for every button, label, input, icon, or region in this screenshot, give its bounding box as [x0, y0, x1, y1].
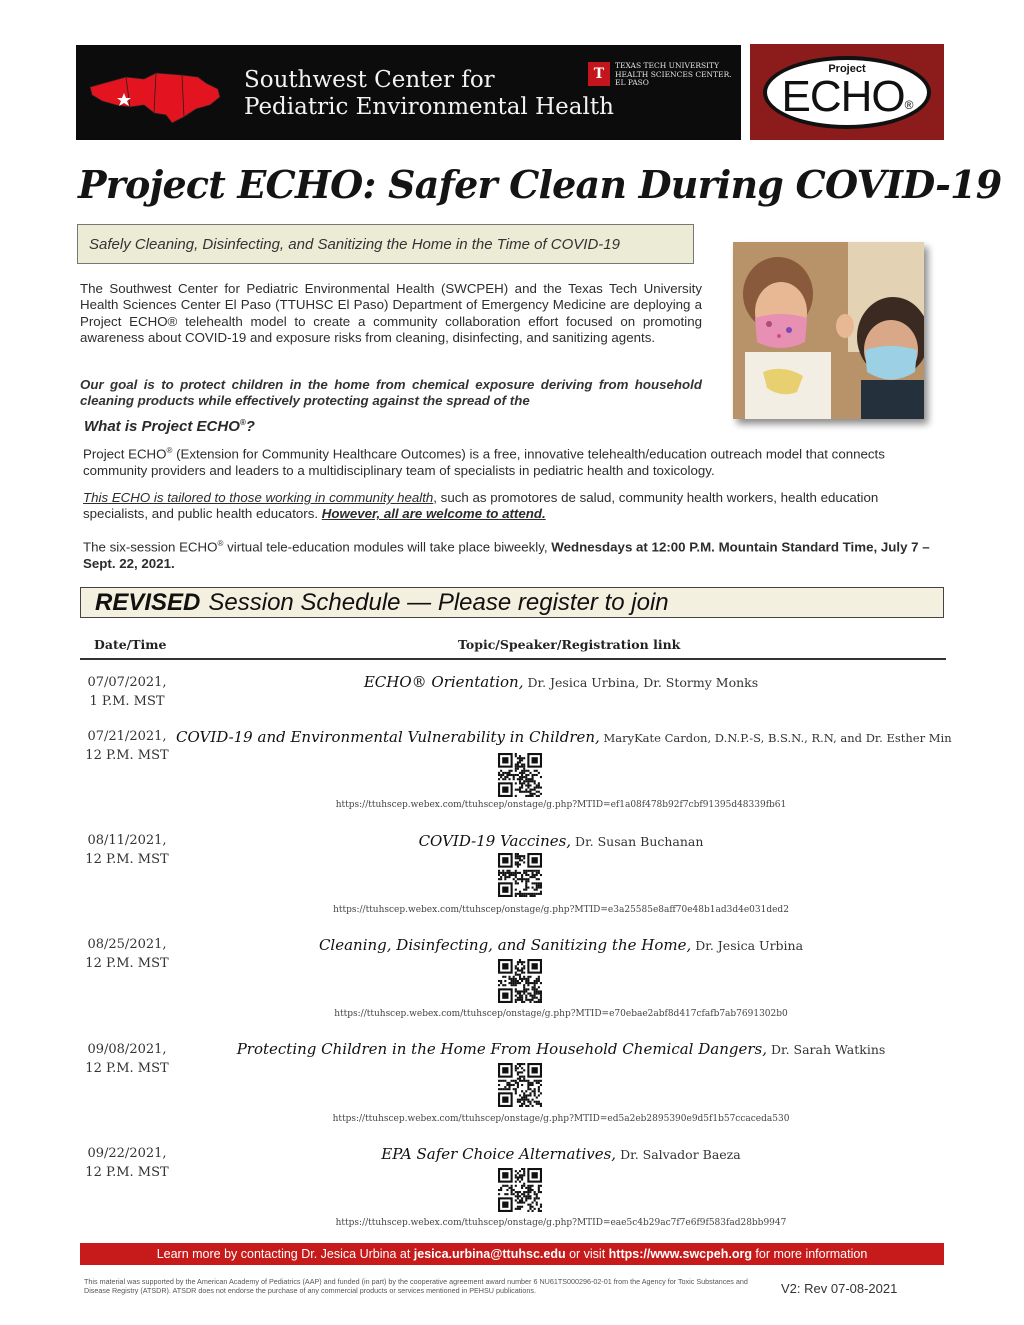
session-date: 07/07/2021, 1 P.M. MST — [87, 675, 167, 709]
session-date: 07/21/2021, 12 P.M. MST — [85, 729, 169, 763]
col-header-date: Date/Time — [94, 637, 167, 652]
echo-registered-mark: ® — [904, 98, 913, 112]
org-name-line2: Pediatric Environmental Health — [244, 94, 614, 120]
session-topic: COVID-19 Vaccines, Dr. Susan Buchanan — [418, 832, 704, 850]
qr-code-icon[interactable] — [498, 1063, 542, 1107]
header-rule — [80, 658, 946, 660]
registration-link[interactable]: https://ttuhscep.webex.com/ttuhscep/onstage/g.php?MTID=e3a25585e8aff70e48b1ad3d4e031ded2 — [333, 905, 789, 915]
what-is-heading: What is Project ECHO®? — [84, 418, 255, 435]
contact-footer: Learn more by contacting Dr. Jesica Urbina at jesica.urbina@ttuhsc.edu or visit https://www.swcpeh.org for more information — [80, 1243, 944, 1265]
schedule-title: Session Schedule — Please register to join — [208, 588, 669, 616]
org-name-line1: Southwest Center for — [244, 67, 495, 93]
photo-illustration — [733, 242, 924, 419]
session-date: 08/11/2021, 12 P.M. MST — [85, 833, 169, 867]
registration-link[interactable]: https://ttuhscep.webex.com/ttuhscep/onstage/g.php?MTID=e70ebae2abf8d417cfafb7ab7691302b0 — [334, 1009, 788, 1019]
version-label: V2: Rev 07-08-2021 — [781, 1281, 898, 1296]
session-topic: COVID-19 and Environmental Vulnerability in Children, MaryKate Cardon, D.N.P.-S, B.S.N., R.N, and Dr. Esther Min — [176, 728, 952, 746]
subtitle: Safely Cleaning, Disinfecting, and Sanitizing the Home in the Time of COVID-19 — [89, 235, 620, 253]
registration-link[interactable]: https://ttuhscep.webex.com/ttuhscep/onstage/g.php?MTID=eae5c4b29ac7f7e6f9f583fad28bb9947 — [335, 1218, 787, 1228]
qr-code-icon[interactable] — [498, 853, 542, 897]
session-topic: Cleaning, Disinfecting, and Sanitizing the Home, Dr. Jesica Urbina — [318, 936, 804, 954]
website-link[interactable]: https://www.swcpeh.org — [608, 1247, 752, 1261]
echo-project-label: Project — [828, 63, 866, 75]
registration-link[interactable]: https://ttuhscep.webex.com/ttuhscep/onstage/g.php?MTID=ed5a2eb2895390e9d5f1b57ccaceda530 — [332, 1114, 790, 1124]
audience-paragraph: This ECHO is tailored to those working in community health, such as promotores de salud, community health workers, health education specialists, and public health educators. However, all are welcome to attend. — [83, 490, 879, 522]
col-header-topic: Topic/Speaker/Registration link — [458, 637, 681, 652]
funding-disclaimer: This material was supported by the American Academy of Pediatrics (AAP) and funded (in part) by the cooperative agreement award number 6 NU61TS000296-02-01 from the Agency for Toxic Substances and Disease Registry (ATSDR). ATSDR does not endorse the purchase of any commercial products or services mentioned in PEHSU publications. — [84, 1277, 748, 1295]
session-date: 09/08/2021, 12 P.M. MST — [85, 1042, 169, 1076]
registration-link[interactable]: https://ttuhscep.webex.com/ttuhscep/onstage/g.php?MTID=ef1a08f478b92f7cbf91395d48339fb61 — [335, 800, 787, 810]
intro-paragraph: The Southwest Center for Pediatric Environmental Health (SWCPEH) and the Texas Tech University Health Sciences Center El Paso (TTUHSC El Paso) Department of Emergency Medicine are deploying a Project ECHO® telehealth model to create a community collaboration effort focused on promoting awareness about COVID-19 and exposure risks from cleaning, disinfecting, and sanitizing agents. — [80, 281, 702, 345]
session-date: 08/25/2021, 12 P.M. MST — [85, 937, 169, 971]
schedule-info-paragraph: The six-session ECHO® virtual tele-education modules will take place biweekly, Wednesdays at 12:00 P.M. Mountain Standard Time, July 7 – Sept. 22, 2021. — [83, 539, 930, 571]
schedule-heading — [80, 587, 944, 618]
page-title: Project ECHO: Safer Clean During COVID-19 — [78, 162, 1002, 207]
goal-paragraph: Our goal is to protect children in the home from chemical exposure deriving from household cleaning products while effectively protecting against the spread of the — [80, 377, 702, 409]
project-echo-logo — [750, 44, 944, 140]
ttu-logo — [588, 62, 738, 90]
qr-code-icon[interactable] — [498, 1168, 542, 1212]
session-topic: EPA Safer Choice Alternatives, Dr. Salvador Baeza — [381, 1145, 741, 1163]
qr-code-icon[interactable] — [498, 753, 542, 797]
echo-oval — [763, 56, 931, 129]
southwest-states-map-icon — [86, 65, 226, 125]
what-is-paragraph: Project ECHO® (Extension for Community Healthcare Outcomes) is a free, innovative telehealth/education outreach model that connects community providers and leaders to a multidisciplinary team of specialists in pediatric health and toxicology. — [83, 446, 885, 478]
echo-word: ECHO — [781, 72, 905, 121]
revised-label: REVISED — [95, 588, 201, 616]
echo-wordmark — [767, 74, 927, 120]
ttu-seal-icon: T — [588, 62, 610, 86]
contact-email-link[interactable]: jesica.urbina@ttuhsc.edu — [413, 1247, 566, 1261]
session-topic: Protecting Children in the Home From Household Chemical Dangers, Dr. Sarah Watkins — [236, 1040, 886, 1058]
masked-child-and-adult-photo — [733, 242, 924, 419]
ttu-name: TEXAS TECH UNIVERSITY HEALTH SCIENCES CENTER. EL PASO — [615, 61, 732, 87]
org-name — [244, 67, 614, 121]
subtitle-box — [77, 224, 694, 264]
qr-code-icon[interactable] — [498, 959, 542, 1003]
session-topic: ECHO® Orientation, Dr. Jesica Urbina, Dr. Stormy Monks — [363, 673, 759, 691]
header-banner — [76, 45, 741, 140]
session-date: 09/22/2021, 12 P.M. MST — [85, 1146, 169, 1180]
